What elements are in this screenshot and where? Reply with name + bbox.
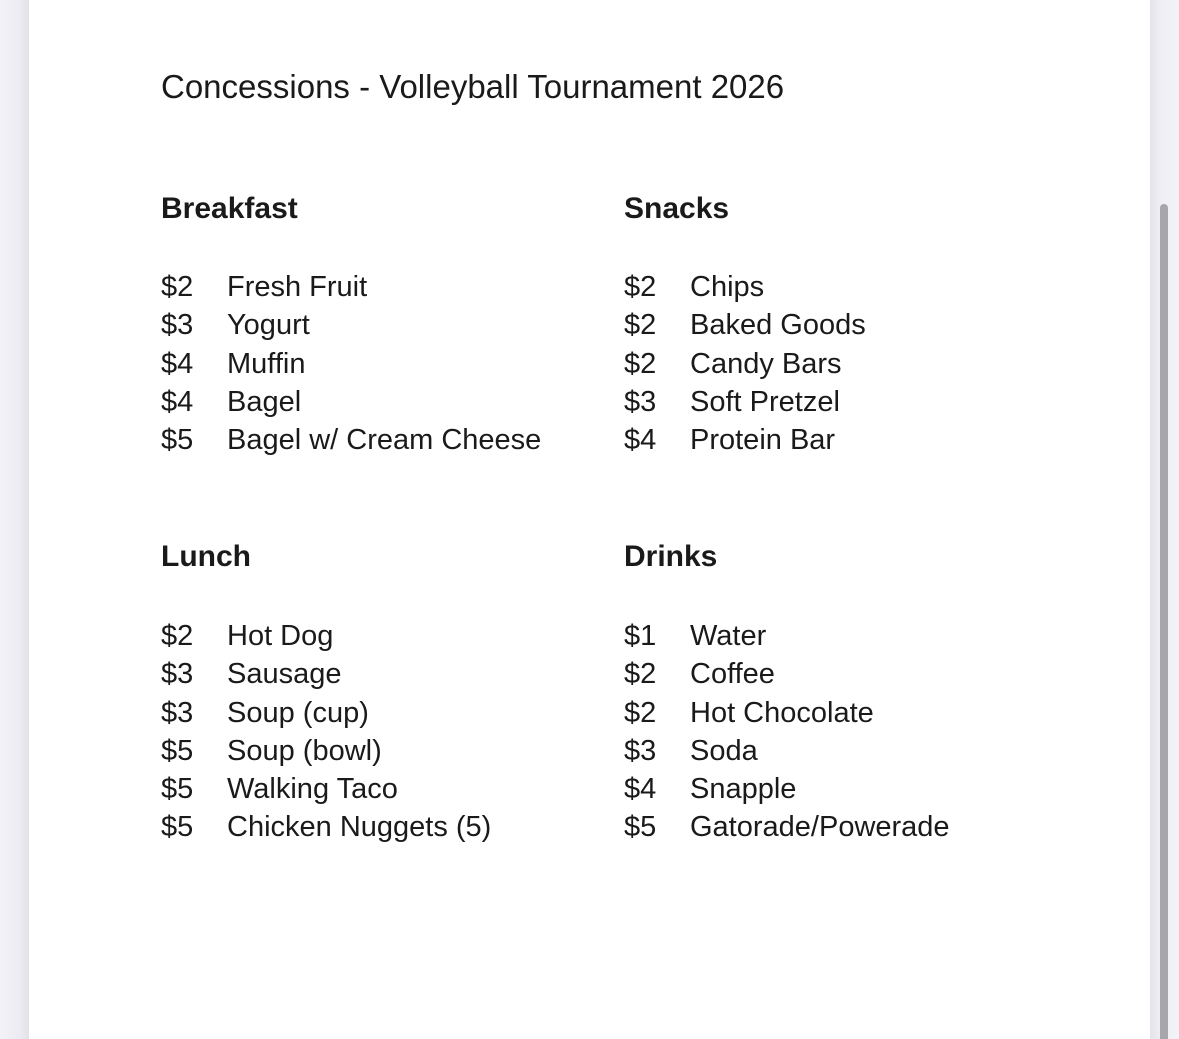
menu-item bbox=[161, 268, 541, 306]
menu-item bbox=[161, 383, 541, 421]
menu-item bbox=[624, 770, 950, 808]
section-item-list bbox=[161, 268, 541, 459]
menu-item bbox=[161, 655, 491, 693]
menu-item-price: $4 bbox=[161, 347, 194, 380]
section-item-list bbox=[161, 617, 491, 847]
section-header: Snacks bbox=[624, 192, 730, 225]
menu-item-price: $5 bbox=[624, 811, 657, 844]
menu-item-price: $2 bbox=[624, 658, 657, 691]
scrollbar-thumb[interactable] bbox=[1160, 204, 1168, 1039]
menu-item-price: $2 bbox=[161, 620, 194, 652]
section-snacks bbox=[624, 189, 866, 459]
menu-item-label: Chips bbox=[690, 271, 765, 303]
section-item-list bbox=[624, 617, 950, 847]
menu-item-price: $3 bbox=[161, 696, 194, 729]
menu-item-label: Soup (cup) bbox=[227, 696, 369, 729]
section-header: Lunch bbox=[161, 540, 251, 573]
menu-item-label: Walking Taco bbox=[227, 773, 398, 806]
menu-item-label: Coffee bbox=[690, 658, 775, 691]
menu-item bbox=[161, 421, 541, 459]
menu-item-label: Bagel w/ Cream Cheese bbox=[227, 424, 542, 457]
menu-item-price: $2 bbox=[624, 696, 657, 729]
section-breakfast bbox=[161, 189, 541, 459]
menu-item-label: Baked Goods bbox=[690, 309, 866, 342]
document-page[interactable] bbox=[28, 0, 1150, 1039]
section-header: Breakfast bbox=[161, 192, 298, 225]
menu-item-price: $3 bbox=[161, 658, 194, 691]
document-title: Concessions - Volleyball Tournament 2026 bbox=[161, 68, 785, 105]
menu-item-label: Protein Bar bbox=[690, 424, 836, 457]
menu-item-price: $2 bbox=[161, 271, 194, 303]
menu-item-label: Chicken Nuggets (5) bbox=[227, 811, 492, 844]
menu-item-label: Hot Chocolate bbox=[690, 696, 874, 729]
menu-item-label: Soft Pretzel bbox=[690, 385, 840, 418]
scrollbar-track[interactable] bbox=[1150, 0, 1179, 1039]
menu-item bbox=[624, 617, 950, 655]
menu-item-label: Gatorade/Powerade bbox=[690, 811, 950, 844]
menu-item-label: Candy Bars bbox=[690, 347, 842, 380]
menu-item-price: $5 bbox=[161, 773, 194, 806]
menu-item bbox=[161, 306, 541, 344]
menu-item-price: $3 bbox=[161, 309, 194, 342]
menu-item-price: $4 bbox=[161, 385, 194, 418]
section-item-list bbox=[624, 268, 866, 459]
menu-item-label: Hot Dog bbox=[227, 620, 334, 652]
menu-item-label: Soda bbox=[690, 734, 758, 767]
menu-item bbox=[624, 694, 950, 732]
menu-item bbox=[161, 617, 491, 655]
menu-item bbox=[161, 732, 491, 770]
menu-item-price: $5 bbox=[161, 811, 194, 844]
menu-item-price: $5 bbox=[161, 734, 194, 767]
menu-item-price: $2 bbox=[624, 347, 657, 380]
menu-item bbox=[624, 345, 866, 383]
menu-item bbox=[624, 306, 866, 344]
menu-item-price: $4 bbox=[624, 424, 657, 457]
menu-item bbox=[624, 421, 866, 459]
menu-item bbox=[161, 808, 491, 846]
section-drinks bbox=[624, 537, 950, 847]
menu-item bbox=[624, 808, 950, 846]
menu-item-price: $5 bbox=[161, 424, 194, 457]
menu-item-label: Snapple bbox=[690, 773, 797, 806]
menu-item-label: Muffin bbox=[227, 347, 306, 380]
menu-item bbox=[161, 694, 491, 732]
menu-item-price: $4 bbox=[624, 773, 657, 806]
left-margin-gutter bbox=[0, 0, 29, 1039]
menu-item-label: Water bbox=[690, 620, 767, 652]
section-header: Drinks bbox=[624, 540, 718, 573]
menu-item bbox=[624, 655, 950, 693]
menu-item-price: $2 bbox=[624, 309, 657, 342]
menu-item-price: $3 bbox=[624, 734, 657, 767]
menu-item bbox=[624, 732, 950, 770]
menu-item-price: $2 bbox=[624, 271, 657, 303]
menu-item-label: Yogurt bbox=[227, 309, 310, 342]
menu-item bbox=[624, 383, 866, 421]
menu-item-label: Fresh Fruit bbox=[227, 271, 368, 303]
menu-item-price: $3 bbox=[624, 385, 657, 418]
menu-item-label: Sausage bbox=[227, 658, 342, 691]
menu-item bbox=[624, 268, 866, 306]
menu-item-label: Bagel bbox=[227, 385, 302, 418]
menu-item-price: $1 bbox=[624, 620, 657, 652]
menu-item-label: Soup (bowl) bbox=[227, 734, 382, 767]
menu-item bbox=[161, 345, 541, 383]
menu-item bbox=[161, 770, 491, 808]
section-lunch bbox=[161, 537, 491, 847]
